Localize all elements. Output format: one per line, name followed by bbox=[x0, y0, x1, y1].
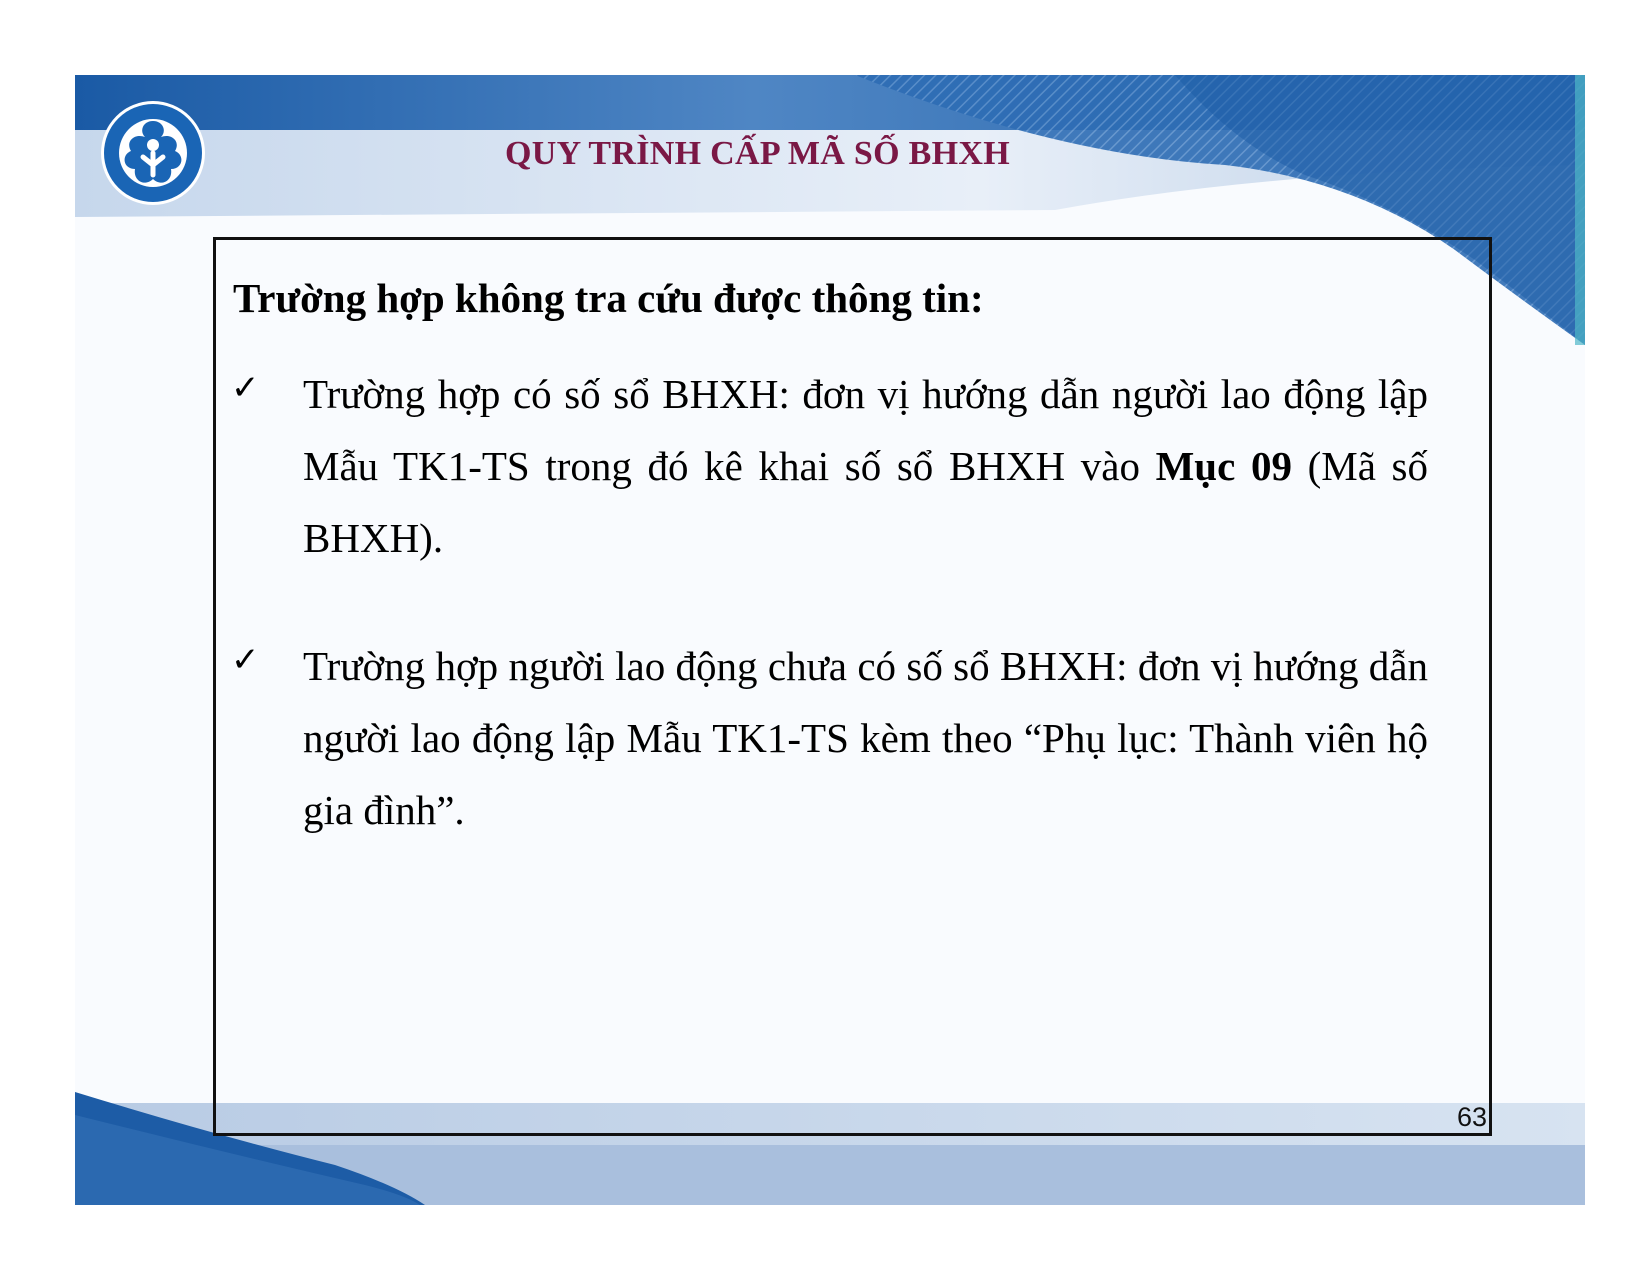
bullet-text: Trường hợp có số sổ BHXH: đơn vị hướng dẫn người lao động lập Mẫu TK1-TS trong đó kê khai số sổ BHXH vào Mục 09 (Mã số BHXH). bbox=[303, 371, 1428, 561]
section-heading: Trường hợp không tra cứu được thông tin: bbox=[233, 275, 984, 321]
page-number: 63 bbox=[1456, 1102, 1487, 1132]
bullet-item bbox=[231, 630, 1428, 846]
slide-title: QUY TRÌNH CẤP MÃ SỐ BHXH bbox=[505, 135, 1010, 172]
check-icon: ✓ bbox=[231, 640, 260, 680]
bullet-item bbox=[231, 358, 1428, 574]
slide bbox=[75, 75, 1585, 1205]
bullet-text: Trường hợp người lao động chưa có số sổ BHXH: đơn vị hướng dẫn người lao động lập Mẫu TK1-TS kèm theo “Phụ lục: Thành viên hộ gia đình”. bbox=[303, 643, 1428, 833]
bullet-bold-text: Mục 09 bbox=[1155, 443, 1292, 489]
content-box bbox=[213, 237, 1492, 1136]
check-icon: ✓ bbox=[231, 368, 260, 408]
